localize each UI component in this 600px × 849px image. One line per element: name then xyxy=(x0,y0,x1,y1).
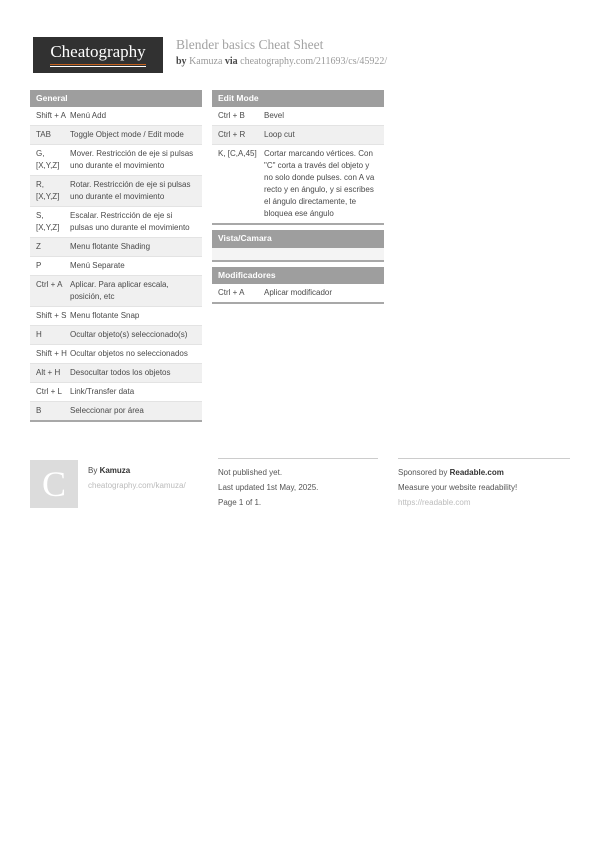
table-row xyxy=(30,276,202,307)
page-count: Page 1 of 1. xyxy=(218,498,262,507)
shortcut-key: G, [X,Y,Z] xyxy=(36,149,60,171)
shortcut-description: Escalar. Restricción de eje si pulsas uno durante el movimiento xyxy=(70,211,190,233)
table-row xyxy=(30,326,202,345)
table-row xyxy=(30,145,202,176)
table-row xyxy=(212,107,384,126)
shortcut-description: Ocultar objeto(s) seleccionado(s) xyxy=(70,330,188,340)
shortcut-key: Z xyxy=(36,242,41,252)
shortcut-description: Bevel xyxy=(264,111,285,121)
table-row xyxy=(212,284,384,302)
footer-author-block xyxy=(30,460,206,508)
sheet-url-link[interactable]: cheatography.com/211693/cs/45922/ xyxy=(240,56,388,68)
section-header: Modificadores xyxy=(212,267,384,284)
sponsor-prefix: Sponsored by xyxy=(398,468,448,477)
table-row xyxy=(30,307,202,326)
table-row xyxy=(30,107,202,126)
sponsor-url-link[interactable]: https://readable.com xyxy=(398,498,471,507)
shortcut-description: Menú Add xyxy=(70,111,107,121)
content-column-1 xyxy=(30,90,202,427)
shortcut-description: Ocultar objetos no seleccionados xyxy=(70,349,188,359)
section xyxy=(212,90,384,225)
footer-author-url-link[interactable]: cheatography.com/kamuza/ xyxy=(88,481,186,490)
shortcut-key: P xyxy=(36,261,42,271)
shortcut-key: S, [X,Y,Z] xyxy=(36,211,60,233)
table-row xyxy=(30,364,202,383)
table-row xyxy=(30,176,202,207)
section xyxy=(30,90,202,422)
shortcut-description: Rotar. Restricción de eje si pulsas uno durante el movimiento xyxy=(70,180,191,202)
table-row xyxy=(30,345,202,364)
section xyxy=(212,230,384,261)
sponsor-name-link[interactable]: Readable.com xyxy=(449,468,504,477)
shortcut-description: Seleccionar por área xyxy=(70,406,144,416)
table-row xyxy=(30,238,202,257)
content-column-2 xyxy=(212,90,384,309)
avatar[interactable]: C xyxy=(30,460,78,508)
shortcut-key: B xyxy=(36,406,42,416)
table-row xyxy=(30,402,202,420)
footer-status-block xyxy=(218,458,378,510)
sponsor-tagline: Measure your website readability! xyxy=(398,483,518,492)
shortcut-key: Shift + H xyxy=(36,349,67,359)
footer-author-text xyxy=(88,460,186,508)
shortcut-description: Loop cut xyxy=(264,130,295,140)
shortcut-description: Toggle Object mode / Edit mode xyxy=(70,130,184,140)
shortcut-description: Aplicar modificador xyxy=(264,288,333,298)
shortcut-key: Ctrl + R xyxy=(218,130,246,140)
shortcut-description: Menu flotante Shading xyxy=(70,242,151,252)
shortcut-key: Ctrl + A xyxy=(36,280,63,290)
table-row xyxy=(30,383,202,402)
section-header: Vista/Camara xyxy=(212,230,384,247)
shortcut-description: Desocultar todos los objetos xyxy=(70,368,171,378)
shortcut-key: Ctrl + L xyxy=(36,387,63,397)
byline-via-label: via xyxy=(224,56,238,68)
shortcut-key: K, [C,A,45] xyxy=(218,149,257,159)
author-link[interactable]: Kamuza xyxy=(189,56,223,68)
cheatography-logo-text: Cheatography xyxy=(50,43,145,67)
table-row xyxy=(30,126,202,145)
table-row xyxy=(30,257,202,276)
table-row xyxy=(30,207,202,238)
shortcut-key: Ctrl + B xyxy=(218,111,245,121)
shortcut-key: R, [X,Y,Z] xyxy=(36,180,60,202)
cheatography-logo[interactable] xyxy=(33,37,163,73)
shortcut-key: Shift + S xyxy=(36,311,67,321)
shortcut-key: Ctrl + A xyxy=(218,288,245,298)
shortcut-key: Alt + H xyxy=(36,368,61,378)
page-title: Blender basics Cheat Sheet xyxy=(176,37,324,52)
section xyxy=(212,267,384,304)
section-header: Edit Mode xyxy=(212,90,384,107)
shortcut-description: Menu flotante Snap xyxy=(70,311,140,321)
shortcut-description: Menú Separate xyxy=(70,261,125,271)
table-row xyxy=(212,126,384,145)
title-block xyxy=(176,37,387,67)
shortcut-key: Shift + A xyxy=(36,111,67,121)
byline xyxy=(176,56,387,67)
table-row xyxy=(212,145,384,223)
shortcut-description: Cortar marcando vértices. Con "C" corta a través del objeto y no solo donde pulses. con A va recto y en ángulo, y si escribes el ángulo directamente, te bloquea ese ángulo xyxy=(264,149,375,219)
shortcut-key: H xyxy=(36,330,42,340)
shortcut-description: Aplicar. Para aplicar escala, posición, etc xyxy=(70,280,169,302)
byline-by-label: by xyxy=(176,56,187,68)
footer-sponsor-block xyxy=(398,458,570,510)
publish-status: Not published yet. xyxy=(218,468,283,477)
last-updated: Last updated 1st May, 2025. xyxy=(218,483,319,492)
shortcut-description: Mover. Restricción de eje si pulsas uno durante el movimiento xyxy=(70,149,194,171)
section-header: General xyxy=(30,90,202,107)
footer-author-link[interactable]: Kamuza xyxy=(99,466,131,475)
shortcut-description: Link/Transfer data xyxy=(70,387,135,397)
footer-by-label: By xyxy=(88,466,98,475)
shortcut-key: TAB xyxy=(36,130,51,140)
empty-row xyxy=(212,248,384,260)
